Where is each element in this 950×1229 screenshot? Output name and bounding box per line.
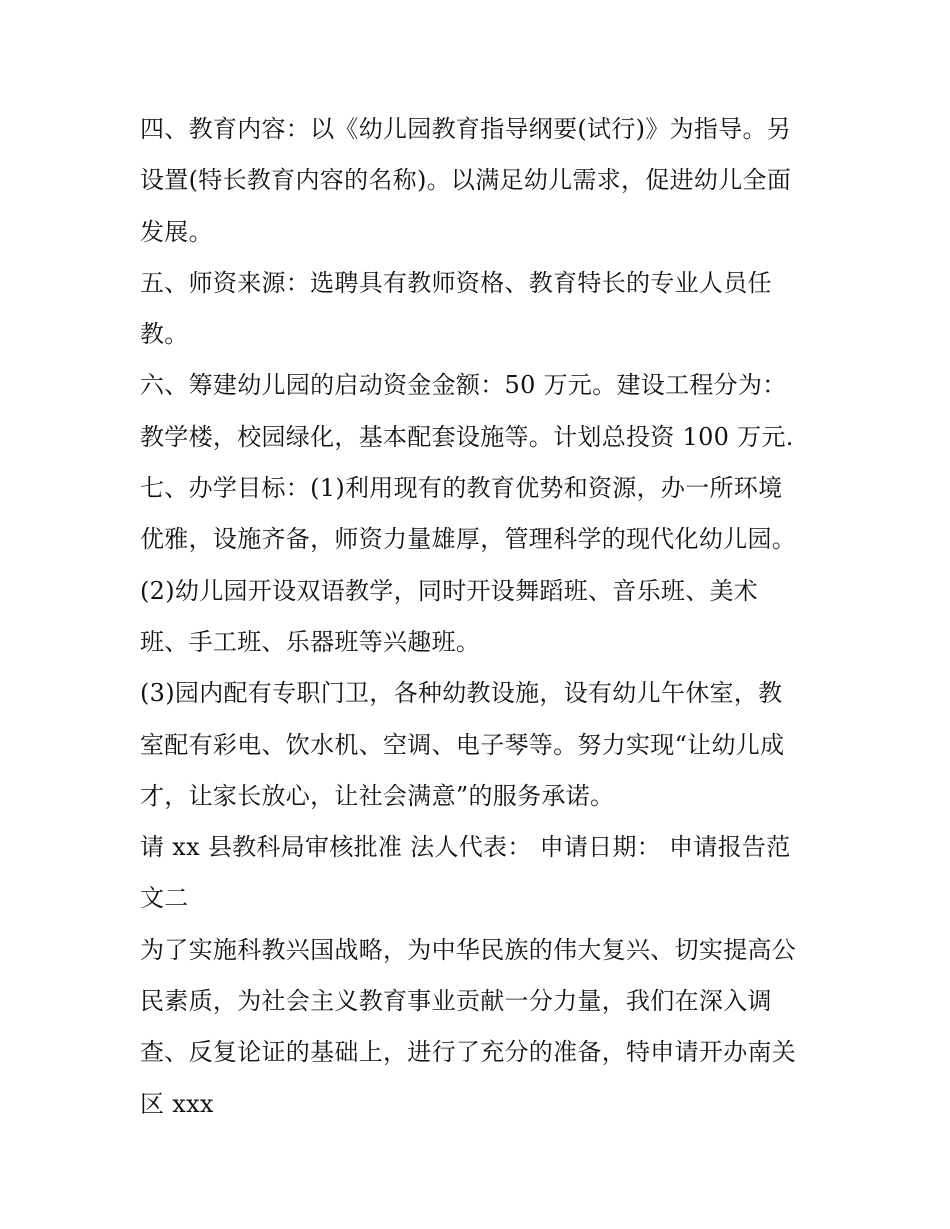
text-line: 请 xx 县教科局审核批准 法人代表： 申请日期： 申请报告范 xyxy=(140,833,791,862)
text-line: 设置(特长教育内容的名称)。以满足幼儿需求，促进幼儿全面 xyxy=(140,166,792,195)
text-line: (3)园内配有专职门卫，各种幼教设施，设有幼儿午休室，教 xyxy=(140,679,783,708)
text-line: 六、筹建幼儿园的启动资金金额：50 万元。建设工程分为： xyxy=(140,371,787,400)
text-line: 为了实施科教兴国战略，为中华民族的伟大复兴、切实提高公 xyxy=(140,935,797,964)
text-line: 四、教育内容：以《幼儿园教育指导纲要(试行)》为指导。另 xyxy=(140,115,792,143)
text-line: (2)幼儿园开设双语教学，同时开设舞蹈班、音乐班、美术 xyxy=(140,576,759,605)
text-line: 文二 xyxy=(140,884,189,913)
text-line: 教。 xyxy=(140,320,189,349)
text-line: 查、反复论证的基础上，进行了充分的准备，特申请开办南关 xyxy=(140,1038,797,1067)
text-line: 发展。 xyxy=(140,217,213,246)
text-line: 七、办学目标：(1)利用现有的教育优势和资源，办一所环境 xyxy=(140,474,783,503)
text-line: 民素质，为社会主义教育事业贡献一分力量，我们在深入调 xyxy=(140,987,772,1016)
text-line: 区 xxx xyxy=(140,1089,214,1118)
text-line: 优雅，设施齐备，师资力量雄厚，管理科学的现代化幼儿园。 xyxy=(140,525,797,554)
document-body xyxy=(140,104,820,1130)
text-line: 班、手工班、乐器班等兴趣班。 xyxy=(140,627,481,656)
text-line: 室配有彩电、饮水机、空调、电子琴等。努力实现“让幼儿成 xyxy=(140,730,785,759)
text-line: 才，让家长放心，让社会满意”的服务承诺。 xyxy=(140,781,615,810)
text-line: 教学楼，校园绿化，基本配套设施等。计划总投资 100 万元. xyxy=(140,422,794,451)
text-line: 五、师资来源：选聘具有教师资格、教育特长的专业人员任 xyxy=(140,268,772,297)
